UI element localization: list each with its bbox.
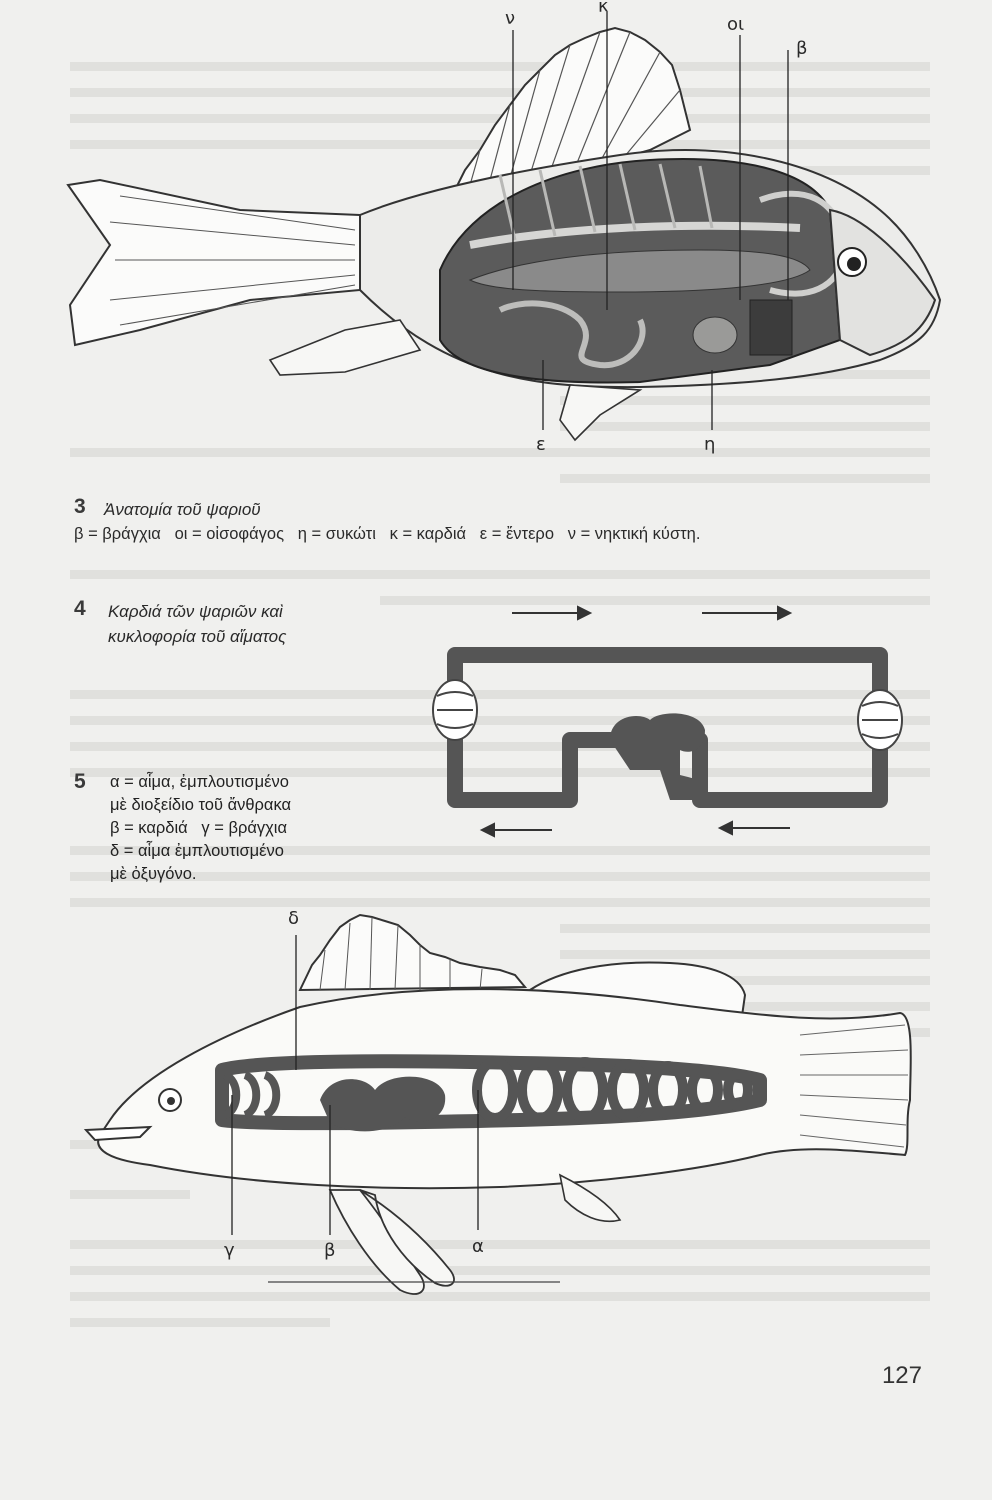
figure-5-legend-line-3: β = καρδιά γ = βράγχια: [110, 819, 287, 837]
figure-5-legend-line-4: δ = αἷμα ἐμπλουτισμένο: [110, 842, 284, 860]
fish-circulation-figure: [0, 895, 992, 1315]
label-nu: ν: [505, 8, 516, 29]
label-beta: β: [324, 1240, 336, 1261]
figure-3-legend: β = βράγχια οι = οἰσοφάγος η = συκώτι κ = καρδιά ε = ἔντερο ν = νηκτική κύστη.: [74, 525, 701, 543]
heart-chambers: [610, 713, 705, 800]
heart: [750, 300, 792, 355]
pelvic-fin: [560, 385, 640, 440]
figure-5-legend-line-2: μὲ διοξείδιο τοῦ ἄνθρακα: [110, 796, 292, 814]
page-number: 127: [881, 1362, 922, 1389]
label-delta: δ: [288, 908, 300, 929]
anal-fin: [270, 320, 420, 375]
fish-anatomy-figure: [0, 0, 992, 470]
figure-5-legend-line-1: α = αἷμα, ἐμπλουτισμένο: [110, 773, 289, 791]
label-gamma: γ: [224, 1240, 235, 1261]
label-beta: β: [796, 38, 808, 59]
label-kappa: κ: [598, 0, 609, 17]
label-epsilon: ε: [536, 434, 546, 455]
figure-4-caption-line2: κυκλοφορία τοῦ αἵματος: [108, 627, 287, 646]
label-eta: η: [704, 434, 716, 455]
capillary-bed-right: [858, 690, 902, 750]
figure-3-number: 3: [74, 495, 86, 518]
figure-4-caption-line1: Καρδιά τῶν ψαριῶν καὶ: [108, 602, 283, 621]
liver: [693, 317, 737, 353]
figure-5-number: 5: [74, 770, 86, 793]
fish-tail-fin: [68, 180, 360, 345]
figure-3-caption: Ἀνατομία τοῦ ψαριοῦ: [104, 500, 261, 519]
label-alpha: α: [472, 1236, 484, 1257]
figure-5-legend-line-5: μὲ ὀξυγόνο.: [110, 865, 197, 883]
label-oi: οι: [727, 14, 745, 35]
dorsal-fin: [300, 915, 525, 990]
figure-4-number: 4: [74, 597, 86, 620]
capillary-bed-left: [433, 680, 477, 740]
